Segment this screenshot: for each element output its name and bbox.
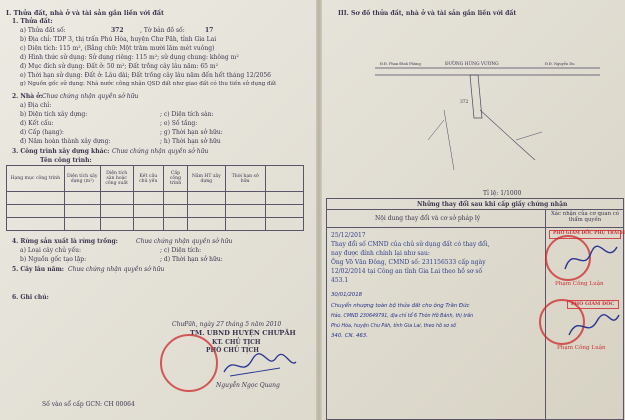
parcel-number-label: a) Thửa đất số: — [20, 27, 66, 34]
section-2-title: 2. Nhà ở: — [12, 93, 43, 100]
house-year-label: đ) Năm hoàn thành xây dựng: — [20, 138, 111, 145]
map-sheet-label: , Tờ bản đồ số: — [140, 27, 185, 34]
table-header: Năm HT xây dựng — [187, 166, 225, 192]
area-line: c) Diện tích: 115 m², (Bằng chữ: Một trăm mười lăm mét vuông) — [20, 45, 215, 52]
parcel-label: 372 — [460, 100, 469, 105]
sign-role-1: KT. CHỦ TỊCH — [212, 339, 261, 346]
house-build-area-label: b) Diện tích xây dựng: — [20, 111, 88, 118]
signer-name: Nguyễn Ngọc Quang — [216, 382, 280, 389]
official-seal-stamp — [160, 334, 218, 392]
house-ownership-label: ; h) Thời hạn sở hữu — [160, 138, 221, 145]
map-sheet-value: 17 — [205, 27, 214, 34]
table-cell-empty — [265, 166, 304, 192]
house-floor-area-label: ; c) Diện tích sàn: — [160, 111, 214, 118]
scale-label: Tỉ lệ: 1/1000 — [483, 190, 522, 197]
change-entry-line: 453.1 — [331, 277, 349, 284]
handwritten-entry-date: 30/01/2018 — [331, 292, 363, 298]
forest-term-label: ; d) Thời hạn sở hữu: — [160, 256, 223, 263]
certificate-number: Số vào sổ cấp GCN: CH 00064 — [42, 401, 135, 408]
section-5-note: Chưa chứng nhận quyền sở hữu — [68, 266, 165, 273]
approval-signature-mark — [563, 309, 623, 345]
approval-stamp-header: PHÓ GIÁM ĐỐC — [567, 300, 619, 309]
sign-role-2: PHÓ CHỦ TỊCH — [206, 347, 259, 354]
approval-signer-name: Phạm Công Luận — [555, 281, 604, 287]
usage-origin-line: g) Nguồn gốc sử dụng: Nhà nước công nhận QSD đất như giao đất có thu tiền sử dụng đất — [20, 81, 277, 87]
sign-date: ChưPăh, ngày 27 tháng 5 năm 2010 — [172, 321, 282, 328]
section-6-title: 6. Ghi chú: — [12, 294, 49, 301]
section-3-subtitle: Tên công trình: — [40, 157, 92, 164]
house-grade-label: d) Cấp (hạng): — [20, 129, 64, 136]
right-page — [320, 0, 625, 420]
section-1-subtitle: 1. Thửa đất: — [12, 18, 53, 25]
handwritten-entry-line: 340. CN. 463. — [331, 333, 368, 339]
changes-table — [326, 198, 624, 420]
handwritten-entry-line: Hảo, CMND 230649791, địa chỉ tổ 6 Thôn Hồ Bánh, thị trấn — [331, 314, 474, 319]
changes-col1-header: Nội dung thay đổi và cơ sở pháp lý — [327, 209, 546, 228]
section-2-note: Chưa chứng nhận quyền sở hữu — [42, 93, 139, 100]
section-4-title: 4. Rừng sản xuất là rừng trồng: — [12, 238, 118, 245]
section-4-note: Chưa chứng nhận quyền sở hữu — [136, 238, 233, 245]
change-entry-line: Thay đổi số CMND của chủ sử dụng đất có thay đổi, — [331, 241, 490, 248]
sign-organization: TM. UBND HUYỆN CHƯPĂH — [190, 329, 296, 337]
table-header: Hạng mục công trình — [7, 166, 65, 192]
house-term-label: ; g) Thời hạn sở hữu: — [160, 129, 223, 136]
table-header: Kết cấu chủ yếu — [133, 166, 164, 192]
diagram-section-title: III. Sơ đồ thửa đất, nhà ở và tài sản gắn liền với đất — [338, 10, 517, 17]
section-3-title: 3. Công trình xây dựng khác: — [12, 148, 110, 155]
house-address-label: a) Địa chỉ: — [20, 102, 52, 109]
forest-origin-label: b) Nguồn gốc tạo lập: — [20, 256, 87, 263]
change-entry-line: 12/02/2014 tại Công an tỉnh Gia Lai theo hồ sơ số — [331, 268, 483, 275]
usage-purpose-line: đ) Mục đích sử dụng: Đất ở: 50 m²; Đất trồng cây lâu năm: 65 m² — [20, 63, 218, 70]
parcel-map — [320, 20, 625, 190]
changes-col2-header: Xác nhận của cơ quan có thẩm quyền — [546, 209, 623, 228]
handwritten-entry-line: Chuyển nhượng toàn bộ thửa đất cho ông Trần Đức — [331, 303, 470, 309]
house-floors-label: ; e) Số tầng: — [160, 120, 198, 127]
table-header: Thời hạn sở hữu — [225, 166, 265, 192]
table-header: Diện tích sàn hoặc công suất — [100, 166, 133, 192]
usage-form-line: d) Hình thức sử dụng: Sử dụng riêng: 115 m²; sử dụng chung: không m² — [20, 54, 239, 61]
section-1-title: I. Thửa đất, nhà ở và tài sản gắn liền với đất — [6, 9, 164, 17]
address-line: b) Địa chỉ: TDP 3, thị trấn Phú Hòa, huyện Chư Păh, tỉnh Gia Lai — [20, 36, 217, 43]
section-3-note: Chưa chứng nhận quyền sở hữu — [112, 148, 209, 155]
house-structure-label: d) Kết cấu: — [20, 120, 54, 127]
construction-table — [6, 165, 304, 231]
table-header: Cấp công trình — [164, 166, 188, 192]
approval-stamp-header: PHÓ GIÁM ĐỐC PHỤ TRÁCH — [549, 230, 621, 239]
forest-area-label: ; c) Diện tích: — [160, 247, 202, 254]
road-label: Đ.Đ. Nguyễn Du — [545, 62, 575, 66]
road-label: Đ.Đ. Phan Đình Phùng — [380, 62, 421, 66]
section-5-title: 5. Cây lâu năm: — [12, 266, 65, 273]
approval-signer-name: Phạm Công Luận — [557, 345, 606, 351]
change-entry-date: 25/12/2017 — [331, 232, 366, 239]
handwritten-entry-line: Phú Hòa, huyện Chư Păh, tỉnh Gia Lai, theo hồ sơ số — [331, 324, 456, 329]
signature-mark — [220, 350, 300, 380]
change-entry-line: Ông Võ Văn Đông, CMND số: 231156533 cấp ngày — [331, 259, 486, 266]
table-header: Diện tích xây dựng (m²) — [64, 166, 100, 192]
change-entry-line: nay được đính chính lại như sau: — [331, 250, 430, 257]
usage-term-line: e) Thời hạn sử dụng: Đất ở: Lâu dài; Đất trồng cây lâu năm đến hết tháng 12/2056 — [20, 72, 271, 79]
parcel-number-value: 372 — [111, 27, 124, 34]
forest-tree-label: a) Loại cây chủ yếu: — [20, 247, 82, 254]
approval-signature-mark — [561, 239, 621, 279]
changes-table-title: Những thay đổi sau khi cấp giấy chứng nhận — [417, 201, 568, 208]
road-label: ĐƯỜNG HÙNG VƯƠNG — [445, 62, 499, 67]
